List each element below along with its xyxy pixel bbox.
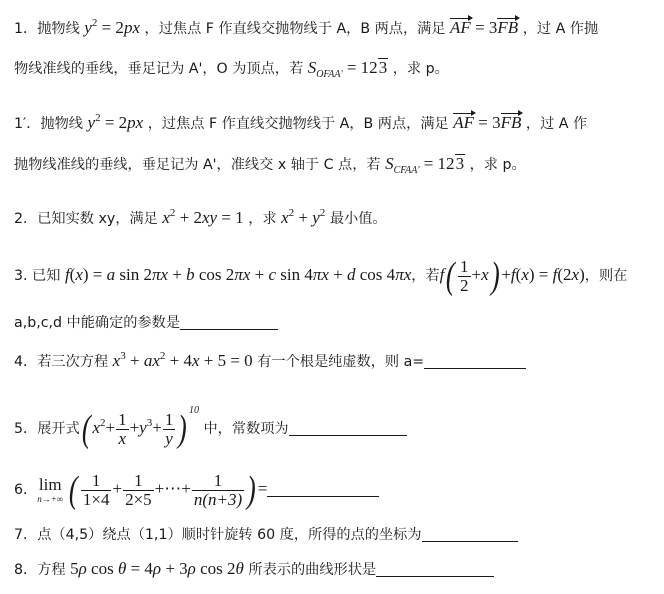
limit-expression: ( $\frac{1}{1\times 4}$ + $\frac{1}{2\times 5}$ +⋯+ $\frac{1}{n(n+3)}$ ) — [69, 469, 256, 511]
vector-condition: AF = 3FB — [450, 18, 519, 37]
problem-4-question: 有一个根是纯虚数，则 a= — [257, 354, 425, 370]
problem-1-text-2: 物线准线的垂线，垂足记为 A'，O 为顶点，若 — [14, 61, 304, 77]
problem-3-text-tail: ，则在 — [584, 267, 628, 284]
problem-3-question: a,b,c,d 中能确定的参数是 — [14, 315, 181, 331]
problem-5-text: 5．展开式 — [14, 421, 80, 437]
problem-6: 6． lim n→+∞ ( $\frac{1}{1\times 4}$ + $\frac{1}{2\times 5}$ +⋯+ $\frac{1}{n(n+3)}$ ) = — [14, 470, 656, 510]
problem-8-text: 8．方程 — [14, 562, 66, 578]
problem-1b-text-2: 抛物线准线的垂线，垂足记为 A'，准线交 x 轴于 C 点，若 — [14, 157, 381, 173]
problem-2-text-2: ，求 — [248, 211, 277, 227]
problem-4-text: 4．若三次方程 — [14, 354, 109, 370]
functional-equation: f( $\frac{1}{2}$ +x) +f(x) = f(2x) — [439, 255, 585, 297]
problem-1b-label: 1′．抛物线 — [14, 116, 83, 132]
answer-blank-7[interactable] — [422, 525, 518, 542]
problem-7 — [14, 524, 656, 546]
answer-blank-5[interactable] — [289, 419, 407, 436]
answer-blank-8[interactable] — [376, 560, 494, 577]
answer-blank-6[interactable] — [267, 480, 379, 497]
vector-fb: FB — [497, 18, 519, 37]
problem-7-text: 7．点（4,5）绕点（1,1）顺时针旋转 60 度，所得的点的坐标为 — [14, 527, 422, 543]
problem-1-text-tail: ，过 A 作抛 — [522, 21, 599, 37]
problem-1-question: ，求 p。 — [392, 61, 449, 77]
function-definition: f(x) = a sin 2πx + b cos 2πx + c sin 4πx + d cos 4πx — [64, 264, 412, 284]
answer-blank-3[interactable] — [180, 313, 278, 330]
parabola-equation: $y^2 = 2px$ — [84, 17, 140, 37]
problem-1b-line-1 — [14, 107, 656, 135]
problem-1b-text: ，过焦点 F 作直线交抛物线于 A，B 两点，满足 — [147, 116, 449, 132]
area-condition: $S_{OFAA'} = 123$ — [307, 58, 388, 80]
problem-1b-question: ，求 p。 — [469, 157, 526, 173]
vector-condition: AF = 3FB — [453, 113, 522, 132]
answer-blank-4[interactable] — [424, 352, 526, 369]
problem-8-question: 所表示的曲线形状是 — [248, 562, 377, 578]
parabola-equation: $y^2 = 2px$ — [87, 112, 144, 132]
problem-5-question: 中，常数项为 — [203, 421, 289, 437]
problem-8 — [14, 558, 656, 581]
problem-2-text: 2．已知实数 xy，满足 — [14, 211, 158, 227]
polar-equation: 5ρ cos θ = 4ρ + 3ρ cos 2θ — [70, 559, 244, 578]
problem-3-line-1 — [14, 256, 656, 296]
expansion-expression: ( $x^2+$ $\frac{1}{x}$ $+y^3+$ $\frac{1}{y}$ ) $^{10}$ — [81, 405, 199, 451]
vector-af: AF — [450, 18, 471, 37]
problem-6-label: 6． — [14, 481, 38, 498]
problem-5 — [14, 400, 656, 449]
problem-1-line-1 — [14, 12, 656, 40]
problem-2-question: 最小值。 — [329, 211, 387, 227]
problem-3-text: ，若 — [411, 267, 440, 284]
area-condition: $S_{CFAA'} = 123$ — [385, 154, 465, 176]
problem-1b-text-tail: ，过 A 作 — [525, 116, 588, 132]
problem-4 — [14, 345, 656, 373]
problem-3-line-2 — [14, 312, 656, 334]
problem-1-line-2 — [14, 57, 656, 86]
problem-2 — [14, 202, 656, 230]
cubic-equation: $x^3 + ax^2 + 4x + 5 = 0$ — [112, 350, 253, 370]
objective-expression: $x^2 + y^2$ — [281, 207, 326, 227]
problem-3-label: 3. 已知 — [14, 267, 61, 284]
problem-1b-line-2 — [14, 153, 656, 182]
problem-1-text: ，过焦点 F 作直线交抛物线于 A，B 两点，满足 — [144, 21, 446, 37]
limit-operator: lim n→+∞ — [37, 474, 64, 504]
constraint-equation: $x^2 + 2xy = 1$ — [162, 207, 244, 227]
problem-1-label: 1．抛物线 — [14, 21, 80, 37]
